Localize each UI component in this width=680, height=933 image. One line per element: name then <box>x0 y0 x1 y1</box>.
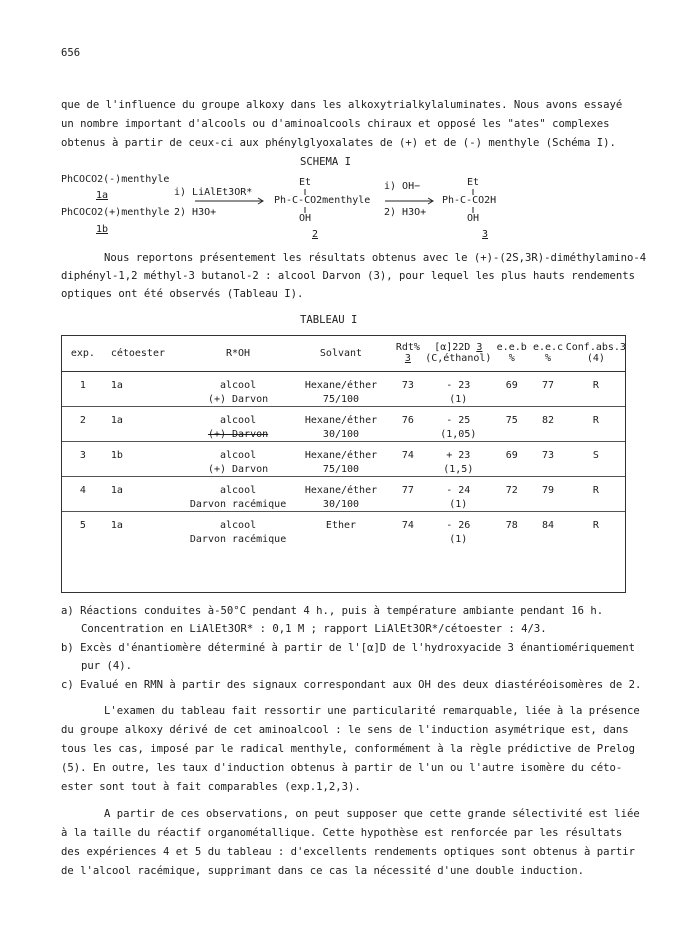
table-row <box>61 407 626 428</box>
scheme-step2-base: i) OH− <box>384 181 421 192</box>
cell-conc: (1,05) <box>424 427 494 442</box>
header-alpha <box>424 335 494 372</box>
header-alpha-ref: 3 <box>476 342 483 353</box>
cell-ee-b: 69 <box>505 449 518 461</box>
cell-cetoester: 1b <box>110 449 123 461</box>
scheme-label-1a: 1a <box>96 190 109 201</box>
cell-solvant-ratio: 30/100 <box>290 427 393 442</box>
footnote-b-line-2: pur (4). <box>81 660 133 672</box>
scheme-label-2: 2 <box>312 229 319 240</box>
cell-conc: (1) <box>449 533 468 545</box>
cell-conc: (1,5) <box>424 462 494 477</box>
cell-alpha: - 24 <box>446 484 471 496</box>
table-row <box>61 477 626 498</box>
cell-cetoester: 1a <box>110 519 123 531</box>
header-ee-b-label: e.e.b <box>496 342 527 353</box>
table-row <box>61 512 626 533</box>
scheme-label-3: 3 <box>482 229 489 240</box>
cell-conf: R <box>592 379 599 391</box>
cell-roh-2: (+) Darvon <box>186 427 289 442</box>
scheme-title: SCHEMA I <box>300 156 352 168</box>
cell-roh: alcool <box>219 449 257 461</box>
header-conf-ref: (4) <box>586 353 605 364</box>
cell-solvant-ratio: 75/100 <box>290 462 393 477</box>
cell-cetoester: 1a <box>110 414 123 426</box>
cell-alpha: - 26 <box>446 519 471 531</box>
para4-line-1: A partir de ces observations, on peut supposer que cette grande sélectivité est liée <box>104 808 640 820</box>
results-table <box>61 335 626 546</box>
header-cetoester: cétoester <box>105 335 187 372</box>
cell-cetoester: 1a <box>110 379 123 391</box>
para2-line-1: Nous reportons présentement les résultats obtenus avec le (+)-(2S,3R)-diméthylamino-4 <box>104 252 647 264</box>
header-alpha-label <box>424 342 494 353</box>
cell-ee-c: 77 <box>541 379 555 391</box>
cell-solvant-ratio: 30/100 <box>290 497 393 512</box>
para2-line-2: diphényl-1,2 méthyl-3 butanol-2 : alcool Darvon (3), pour lequel les plus hauts rendements <box>61 270 636 282</box>
para4-line-4: de l'alcool racémique, supprimant dans ce cas la nécessité d'une double induction. <box>61 865 584 877</box>
cell-roh-2: (+) Darvon <box>186 462 289 477</box>
header-rdt <box>392 335 423 372</box>
header-roh: R*OH <box>186 335 289 372</box>
cell-conf: S <box>592 449 599 461</box>
cell-exp: 1 <box>79 379 86 391</box>
footnote-a-line-2: Concentration en LiAlEt3OR* : 0,1 M ; rapport LiAlEt3OR*/cétoester : 4/3. <box>81 623 547 635</box>
scheme-product2: Ph-C-CO2menthyle <box>274 195 371 206</box>
cell-cetoester: 1a <box>110 484 123 496</box>
scheme-product3-et: Et <box>467 177 480 188</box>
scheme-step2-hydrolysis: 2) H3O+ <box>384 207 427 218</box>
scheme-reactant-1a: PhCOCO2(-)menthyle <box>61 174 170 185</box>
cell-conf: R <box>592 414 599 426</box>
scheme-product3-oh: OH <box>467 213 480 224</box>
cell-conf: R <box>592 484 599 496</box>
para2-line-3: optiques ont été observés (Tableau I). <box>61 288 304 300</box>
para3-line-1: L'examen du tableau fait ressortir une particularité remarquable, liée à la présence <box>104 705 640 717</box>
table-title: TABLEAU I <box>300 314 358 326</box>
cell-alpha: - 25 <box>446 414 471 426</box>
cell-roh: alcool <box>219 379 257 391</box>
cell-ee-c: 73 <box>541 449 555 461</box>
header-rdt-ref: 3 <box>404 353 411 364</box>
para4-line-3: des expériences 4 et 5 du tableau : d'excellents rendements optiques sont obtenus à partir <box>61 846 636 858</box>
intro-line-1: que de l'influence du groupe alkoxy dans les alkoxytrialkylaluminates. Nous avons essayé <box>61 99 623 111</box>
intro-line-2: un nombre important d'alcools ou d'aminoalcools chiraux et opposé les "ates" complexes <box>61 118 610 130</box>
cell-solvant-ratio <box>290 532 393 546</box>
cell-rdt: 77 <box>401 484 414 496</box>
cell-ee-b: 78 <box>505 519 518 531</box>
scheme-product2-et: Et <box>299 177 312 188</box>
cell-rdt: 74 <box>401 449 414 461</box>
cell-conc: (1) <box>424 392 494 407</box>
cell-conf: R <box>592 519 599 531</box>
header-exp: exp. <box>61 335 105 372</box>
cell-roh: alcool <box>219 484 257 496</box>
table-row-cont <box>61 427 626 442</box>
cell-conc: (1) <box>424 497 494 512</box>
cell-roh-2: (+) Darvon <box>186 392 289 407</box>
cell-alpha: - 23 <box>446 379 471 391</box>
cell-ee-b: 72 <box>505 484 518 496</box>
header-solvant: Solvant <box>290 335 393 372</box>
cell-solvant-ratio: 75/100 <box>290 392 393 407</box>
cell-ee-c: 79 <box>541 484 555 496</box>
header-alpha-cond: (C,éthanol) <box>425 353 492 364</box>
scheme-label-1b: 1b <box>96 224 109 235</box>
para3-line-2: du groupe alkoxy dérivé de cet aminoalcool : le sens de l'induction asymétrique est, dans <box>61 724 629 736</box>
scheme-step1-hydrolysis: 2) H3O+ <box>174 207 217 218</box>
header-ee-c-label: e.e.c <box>532 342 564 353</box>
scheme-reactant-1b: PhCOCO2(+)menthyle <box>61 207 170 218</box>
para3-line-3: tous les cas, imposé par le radical menthyle, conformément à la règle prédictive de Prelog <box>61 743 636 755</box>
table-row-cont <box>61 392 626 407</box>
para3-line-5: ester sont tout à fait comparables (exp.1,2,3). <box>61 781 361 793</box>
scheme-arrows <box>0 0 680 260</box>
cell-exp: 4 <box>79 484 86 496</box>
scheme-product3: Ph-C-CO2H <box>442 195 497 206</box>
header-conf-label: Conf.abs.3 <box>565 342 626 353</box>
cell-ee-b: 69 <box>505 379 518 391</box>
header-ee-b <box>493 335 530 372</box>
cell-roh: alcool <box>219 414 257 426</box>
cell-exp: 3 <box>79 449 86 461</box>
cell-exp: 2 <box>79 414 86 426</box>
table-row-cont <box>61 462 626 477</box>
header-ee-c-unit: % <box>545 353 552 364</box>
intro-line-3: obtenus à partir de ceux-ci aux phénylglyoxalates de (+) et de (-) menthyle (Schéma I). <box>61 137 616 149</box>
cell-rdt: 74 <box>401 519 414 531</box>
cell-roh-2: Darvon racémique <box>186 497 289 512</box>
cell-solvant: Hexane/éther <box>304 414 378 426</box>
cell-rdt: 76 <box>401 414 414 426</box>
footnote-a-line-1: a) Réactions conduites à-50°C pendant 4 h., puis à température ambiante pendant 16 h. <box>61 605 604 617</box>
cell-exp: 5 <box>79 519 86 531</box>
header-ee-c <box>530 335 565 372</box>
cell-solvant: Hexane/éther <box>304 449 378 461</box>
scheme-product2-oh: OH <box>299 213 312 224</box>
cell-ee-b: 75 <box>505 414 518 426</box>
cell-alpha: + 23 <box>446 449 471 461</box>
cell-solvant: Hexane/éther <box>304 379 378 391</box>
header-rdt-label: Rdt% <box>395 342 420 353</box>
cell-ee-c: 84 <box>541 519 555 531</box>
scheme-step1-reagent: i) LiAlEt3OR* <box>174 187 253 198</box>
footnote-b-line-1: b) Excès d'énantiomère déterminé à partir de l'[α]D de l'hydroxyacide 3 énantiomériquement <box>61 642 636 654</box>
cell-roh: alcool <box>219 519 257 531</box>
cell-roh-2: Darvon racémique <box>189 533 287 545</box>
header-conf <box>566 335 626 372</box>
table-row-cont <box>61 497 626 512</box>
header-alpha-symbol: [α]22D <box>434 342 471 353</box>
cell-ee-c: 82 <box>541 414 555 426</box>
footnote-c: c) Evalué en RMN à partir des signaux correspondant aux OH des deux diastéréoisomères de 2. <box>61 679 642 691</box>
cell-solvant: Ether <box>325 519 357 531</box>
para3-line-4: (5). En outre, les taux d'induction obtenus à partir de l'un ou l'autre isomère du céto- <box>61 762 623 774</box>
table-header-row <box>61 335 626 372</box>
table-row-cont <box>61 532 626 546</box>
page-number: 656 <box>61 47 81 59</box>
header-ee-b-unit: % <box>508 353 515 364</box>
cell-solvant: Hexane/éther <box>304 484 378 496</box>
cell-rdt: 73 <box>401 379 414 391</box>
table-row <box>61 442 626 463</box>
para4-line-2: à la taille du réactif organométallique. Cette hypothèse est renforcée par les résultats <box>61 827 623 839</box>
table-row <box>61 372 626 393</box>
